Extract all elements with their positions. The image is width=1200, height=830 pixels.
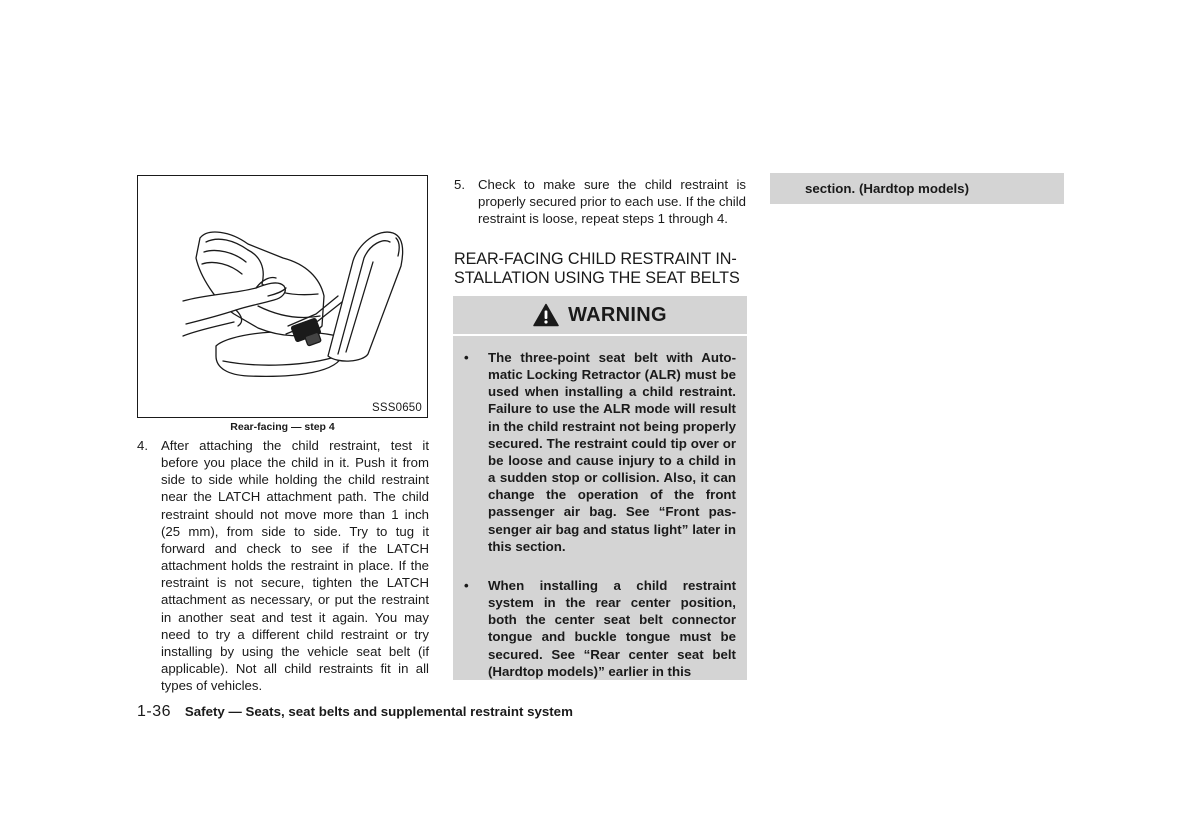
step-4: [137, 437, 429, 694]
page-footer: [137, 703, 573, 721]
warning-continuation-box: [770, 173, 1064, 204]
figure-caption: Rear-facing — step 4: [230, 421, 335, 433]
bullet: •: [464, 350, 469, 365]
step-text: Check to make sure the child restraint is properly secured prior to each use. If the child restraint is loose, repeat steps 1 through 4.: [478, 177, 746, 227]
warning-title: WARNING: [568, 303, 667, 326]
warning-header: [453, 296, 747, 336]
figure-frame: [137, 175, 428, 418]
page-number: 1-36: [137, 703, 172, 720]
step-text: After attaching the child restraint, test it before you place the child in it. Push it from side to side while holding the child restraint near the LATCH attachment path. The child restraint should not move more than 1 inch (25 mm), from side to side. Try to tug it forward and check to see if the LATCH attachment holds the restraint in place. If the restraint is not secure, tighten the LATCH attachment as necessary, or put the restraint in another seat and test it again. You may need to try a different child restraint or try installing by using the vehicle seat belt (if applicable). Not all child restraints fit in all types of vehicles.: [161, 438, 429, 694]
bullet: •: [464, 578, 469, 593]
warning-item-text: The three-point seat belt with Automatic Locking Retractor (ALR) must be used when installing a child restraint. Failure to use the ALR mode will result in the child restraint not being properly secured. The restraint could tip over or be loose and cause injury to a child in a sudden stop or collision. Also, it can change the operation of the front passenger air bag. See “Front passenger air bag and status light” later in this section.: [488, 350, 736, 554]
step-number: 5.: [454, 177, 465, 192]
warning-triangle-icon: [533, 303, 559, 327]
warning-item: [464, 349, 736, 555]
warning-item: [464, 577, 736, 680]
figure-code: SSS0650: [372, 402, 422, 414]
warning-item-text: When installing a child restraint system in the rear center position, both the center seat belt connector tongue and buckle tongue must be secured. See “Rear center seat belt (Hardtop models)” earlier in this: [488, 578, 736, 679]
section-heading: REAR-FACING CHILD RESTRAINT INSTALLATION USING THE SEAT BELTS: [454, 250, 740, 287]
footer-title: Safety — Seats, seat belts and supplemental restraint system: [184, 704, 573, 719]
step-5: [454, 176, 746, 227]
warning-continuation-text: section. (Hardtop models): [805, 181, 970, 196]
warning-box: [453, 296, 747, 680]
rear-facing-child-seat-illustration: [138, 176, 426, 416]
step-number: 4.: [137, 438, 148, 453]
